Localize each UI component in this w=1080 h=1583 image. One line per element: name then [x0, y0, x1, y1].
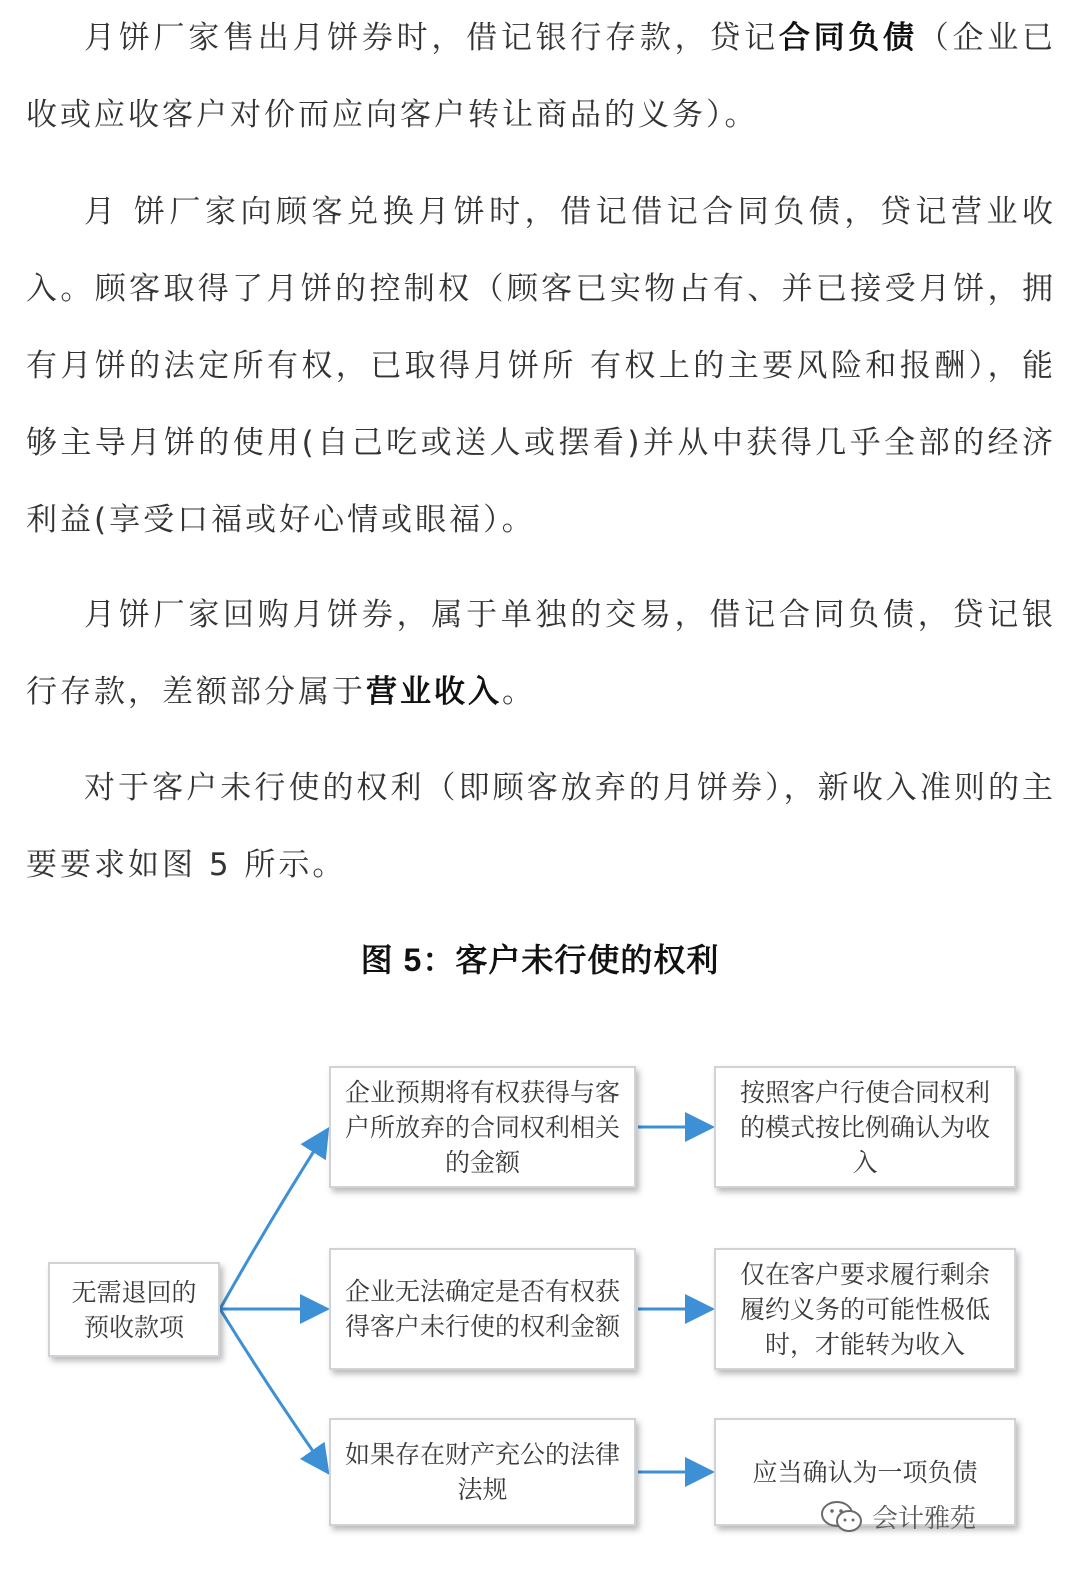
result-label: 仅在客户要求履行剩余履约义务的可能性极低时，才能转为收入 — [739, 1259, 990, 1359]
result-box-1 — [714, 1066, 1016, 1188]
bold-term: 合同负债 — [778, 20, 918, 56]
paragraph-text: 月饼厂家售出月饼券时，借记银行存款，贷记 — [84, 20, 779, 56]
condition-box-2 — [329, 1248, 636, 1370]
paragraph-text: 月饼厂家回购月饼券，属于单独的交易，借记合同负债，贷记银行存款，差额部分属于 — [26, 597, 1056, 710]
condition-label: 企业无法确定是否有权获得客户未行使的权利金额 — [344, 1277, 620, 1341]
start-box — [48, 1262, 220, 1357]
arrow-to-branch-3 — [220, 1309, 326, 1470]
paragraph-text: （企业已收或应收客户对价而应向客户转让商品的义务）。 — [26, 20, 1057, 133]
arrow-to-branch-1 — [220, 1132, 326, 1309]
watermark-text: 会计雅苑 — [872, 1504, 977, 1534]
start-box-label: 无需退回的预收款项 — [71, 1277, 197, 1342]
wechat-icon — [820, 1499, 864, 1535]
bold-term: 营业收入 — [366, 674, 502, 710]
result-box-2 — [714, 1248, 1016, 1370]
condition-label: 如果存在财产充公的法律法规 — [344, 1440, 620, 1504]
condition-box-3 — [329, 1418, 636, 1526]
condition-label: 企业预期将有权获得与客户所放弃的合同权利相关的金额 — [344, 1077, 620, 1177]
condition-box-1 — [329, 1066, 636, 1188]
paragraph-text: 对于客户未行使的权利（即顾客放弃的月饼券），新收入准则的主要要求如图 5 所示。 — [26, 770, 1056, 883]
paragraph-text: 月 饼厂家向顾客兑换月饼时，借记借记合同负债，贷记营业收入。顾客取得了月饼的控制权（顾客已实物占有、并已接受月饼，拥有月饼的法定所有权，已取得月饼所 有权上的主要风险和报酬），能够主导月饼的使用(自己吃或送人或摆看)并从中获得几乎全部的经济利益(享受口福或好心情或眼福）。 — [26, 194, 1056, 538]
paragraph-text: 。 — [502, 674, 536, 710]
result-label: 按照客户行使合同权利的模式按比例确认为收入 — [739, 1077, 990, 1177]
figure-title: 图 5：客户未行使的权利 — [360, 942, 720, 978]
watermark — [820, 1498, 976, 1535]
result-label: 应当确认为一项负债 — [752, 1457, 978, 1487]
